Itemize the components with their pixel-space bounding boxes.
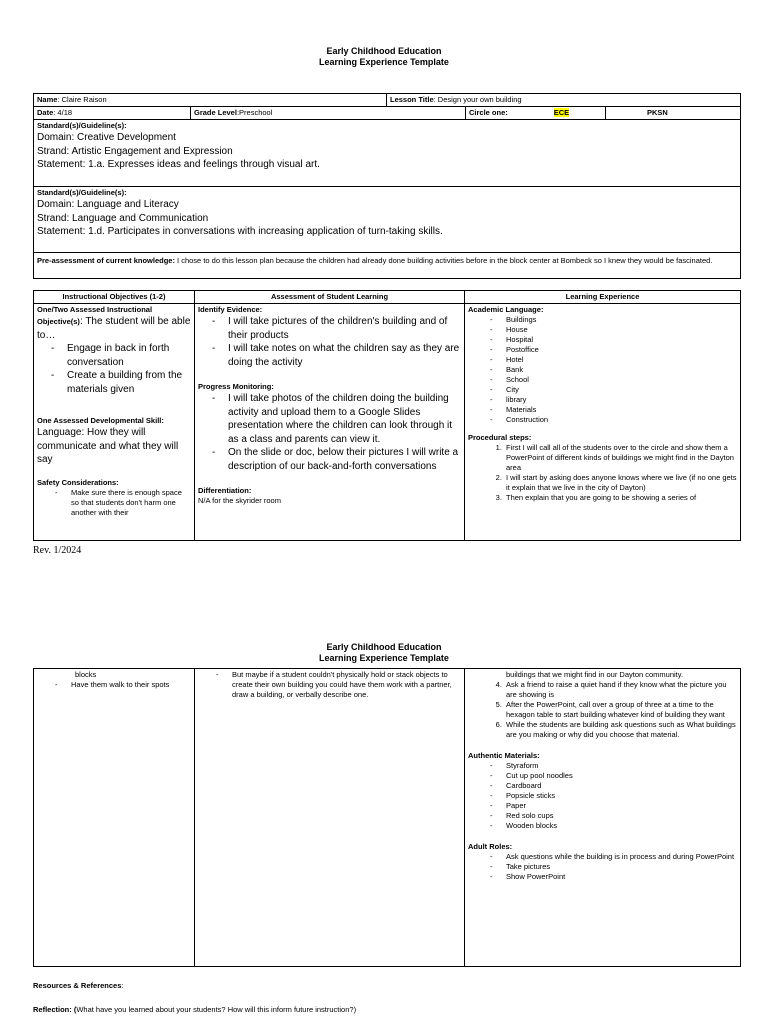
assessment-cell: Identify Evidence: - I will take pictures of the children's building and of their products - I will take notes on what the children say as they are doing the activity Progress Monitoring: - I will take photos of the children doing the building activity and upload them to a Google Slides presentation where the children can look through it as a class and parents can view it. - On the slide or doc, below their pictures I will write a description of our back-and-forth conversations Differentiation: N/A for the skyrider room — [195, 304, 465, 541]
circle-option-pksn: PKSN — [647, 108, 668, 117]
page2-title-line1: Early Childhood Education — [326, 642, 442, 652]
standard-2: Standard(s)/Guideline(s): Domain: Language and Literacy Strand: Language and Communication Statement: 1.d. Participates in conversations with increasing application of turn-taking skills. — [34, 187, 741, 253]
page-title-line2: Learning Experience Template — [319, 57, 449, 67]
standard-1: Standard(s)/Guideline(s): Domain: Creative Development Strand: Artistic Engagement and Expression Statement: 1.a. Expresses ideas and feelings through visual art. — [34, 120, 741, 187]
circle-option-pksn-cell — [606, 107, 741, 120]
objectives-cell: One/Two Assessed Instructional Objective(s): The student will be able to… - Engage in back in forth conversation - Create a building from the materials given One Assessed Developmental Skill: Language: How they will communicate and what they will say Safety Considerations: - Make sure there is enough space so that students don't harm one another with their — [34, 304, 195, 541]
lesson-main-table-page2 — [33, 668, 741, 967]
circle-one-cell: Circle one: ECE — [466, 107, 606, 120]
objectives-cell-continued: blocks - Have them walk to their spots — [34, 669, 195, 967]
experience-cell: Academic Language: - Buildings - House - Hospital - Postoffice - Hotel - Bank - School - City - library - Materials - Construction Procedural steps: 1. First I will call all of the students over to the circle and show them a PowerPoint of different kinds of buildings we might find in the Dayton area 2. I will start by asking does anyone knows where we live (if no one gets it explain that we live in the city of Dayton) 3. Then explain that you are going to be showing a series of — [465, 304, 741, 541]
lesson-title-cell: Lesson Title: Design your own building — [387, 94, 741, 107]
assessment-cell-continued: - But maybe if a student couldn't physically hold or stack objects to create their own building you could have them work with a partner, draw a building, or verbally describe one. — [195, 669, 465, 967]
page-title-line1: Early Childhood Education — [326, 46, 442, 56]
circle-option-ece: ECE — [553, 108, 570, 117]
lesson-info-table — [33, 93, 741, 279]
column-header-objectives: Instructional Objectives (1-2) — [34, 291, 195, 304]
page2-title-line2: Learning Experience Template — [319, 653, 449, 663]
date-cell: Date: 4/18 — [34, 107, 191, 120]
column-header-experience: Learning Experience — [465, 291, 741, 304]
column-header-assessment: Assessment of Student Learning — [195, 291, 465, 304]
name-cell: Name: Claire Raison — [34, 94, 387, 107]
resources-references: Resources & References: — [33, 981, 124, 990]
experience-cell-continued: buildings that we might find in our Dayton community. 4. Ask a friend to raise a quiet hand if they know what the picture you are showing is 5. After the PowerPoint, call over a group of three at a time to the hexagon table to start building whatever kind of building they want 6. While the students are building ask questions such as What buildings are you making or why did you choose that material. Authentic Materials: - Styraform - Cut up pool noodles - Cardboard - Popsicle sticks - Paper - Red solo cups - Wooden blocks Adult Roles: - Ask questions while the building is in process and during PowerPoint - Take pictures - Show PowerPoint — [465, 669, 741, 967]
pre-assessment: Pre-assessment of current knowledge: I chose to do this lesson plan because the children had already done building activities before in the block center at Bombeck so I knew they would be fascinated. — [34, 253, 741, 279]
revision-note: Rev. 1/2024 — [33, 545, 82, 556]
grade-cell: Grade Level:Preschool — [191, 107, 466, 120]
reflection: Reflection: (What have you learned about your students? How will this inform future instruction?) — [33, 1005, 357, 1014]
lesson-main-table-page1 — [33, 290, 741, 541]
